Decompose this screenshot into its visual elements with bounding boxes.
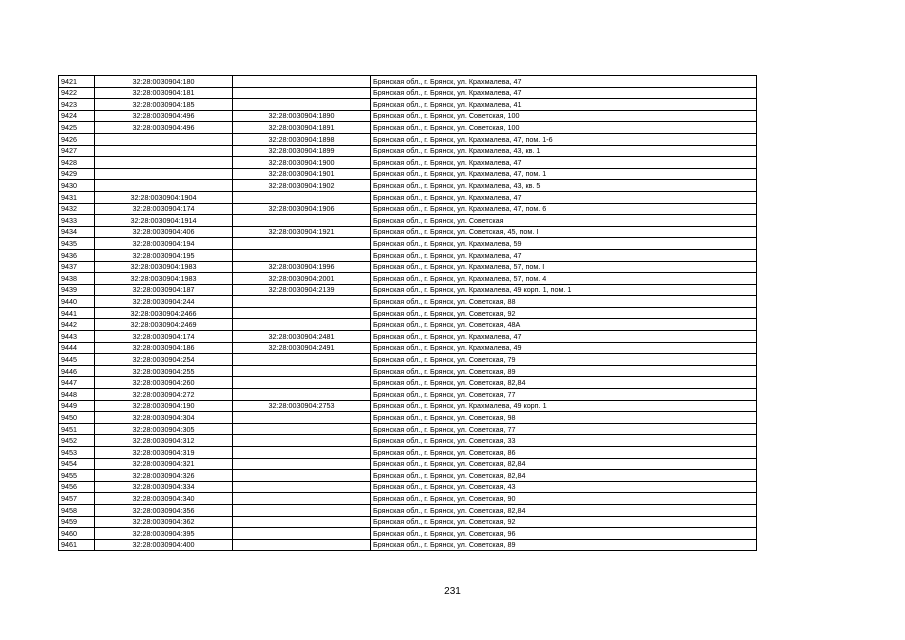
- object-cadastral-number-cell: [233, 238, 371, 250]
- cadastral-number-cell: 32:28:0030904:340: [95, 493, 233, 505]
- row-number-cell: 9434: [59, 226, 95, 238]
- cadastral-number-cell: 32:28:0030904:395: [95, 528, 233, 540]
- address-cell: Брянская обл., г. Брянск, ул. Советская, 89: [371, 539, 757, 551]
- object-cadastral-number-cell: 32:28:0030904:2139: [233, 284, 371, 296]
- object-cadastral-number-cell: [233, 493, 371, 505]
- cadastral-number-cell: [95, 145, 233, 157]
- object-cadastral-number-cell: 32:28:0030904:1902: [233, 180, 371, 192]
- table-row: [59, 504, 757, 516]
- address-cell: Брянская обл., г. Брянск, ул. Советская, 88: [371, 296, 757, 308]
- cadastral-number-cell: 32:28:0030904:174: [95, 203, 233, 215]
- address-cell: Брянская обл., г. Брянск, ул. Крахмалева, 47: [371, 249, 757, 261]
- object-cadastral-number-cell: 32:28:0030904:2481: [233, 331, 371, 343]
- table-row: [59, 168, 757, 180]
- row-number-cell: 9446: [59, 365, 95, 377]
- row-number-cell: 9426: [59, 133, 95, 145]
- row-number-cell: 9451: [59, 423, 95, 435]
- address-cell: Брянская обл., г. Брянск, ул. Советская, 82,84: [371, 504, 757, 516]
- cadastral-number-cell: 32:28:0030904:194: [95, 238, 233, 250]
- address-cell: Брянская обл., г. Брянск, ул. Крахмалева, 47: [371, 76, 757, 88]
- address-cell: Брянская обл., г. Брянск, ул. Крахмалева, 47: [371, 191, 757, 203]
- address-cell: Брянская обл., г. Брянск, ул. Крахмалева, 41: [371, 99, 757, 111]
- address-cell: Брянская обл., г. Брянск, ул. Советская, 90: [371, 493, 757, 505]
- address-cell: Брянская обл., г. Брянск, ул. Советская, 45, пом. I: [371, 226, 757, 238]
- table-row: [59, 354, 757, 366]
- table-row: [59, 122, 757, 134]
- table-row: [59, 273, 757, 285]
- row-number-cell: 9448: [59, 389, 95, 401]
- row-number-cell: 9425: [59, 122, 95, 134]
- address-cell: Брянская обл., г. Брянск, ул. Советская, 77: [371, 423, 757, 435]
- cadastral-number-cell: 32:28:0030904:255: [95, 365, 233, 377]
- object-cadastral-number-cell: [233, 249, 371, 261]
- row-number-cell: 9457: [59, 493, 95, 505]
- object-cadastral-number-cell: [233, 76, 371, 88]
- row-number-cell: 9439: [59, 284, 95, 296]
- cadastral-number-cell: [95, 180, 233, 192]
- cadastral-number-cell: 32:28:0030904:305: [95, 423, 233, 435]
- object-cadastral-number-cell: [233, 539, 371, 551]
- cadastral-number-cell: 32:28:0030904:1983: [95, 273, 233, 285]
- address-cell: Брянская обл., г. Брянск, ул. Крахмалева, 47: [371, 87, 757, 99]
- cadastral-number-cell: 32:28:0030904:195: [95, 249, 233, 261]
- table-row: [59, 296, 757, 308]
- address-cell: Брянская обл., г. Брянск, ул. Советская, 82,84: [371, 470, 757, 482]
- table-row: [59, 435, 757, 447]
- address-cell: Брянская обл., г. Брянск, ул. Советская, 77: [371, 389, 757, 401]
- cadastral-number-cell: [95, 133, 233, 145]
- object-cadastral-number-cell: [233, 389, 371, 401]
- cadastral-number-cell: 32:28:0030904:254: [95, 354, 233, 366]
- row-number-cell: 9430: [59, 180, 95, 192]
- row-number-cell: 9440: [59, 296, 95, 308]
- address-cell: Брянская обл., г. Брянск, ул. Крахмалева, 47, пом. 1-6: [371, 133, 757, 145]
- cadastral-number-cell: 32:28:0030904:244: [95, 296, 233, 308]
- table-row: [59, 331, 757, 343]
- table-row: [59, 215, 757, 227]
- object-cadastral-number-cell: [233, 296, 371, 308]
- table-row: [59, 110, 757, 122]
- address-cell: Брянская обл., г. Брянск, ул. Советская, 89: [371, 365, 757, 377]
- table-row: [59, 377, 757, 389]
- row-number-cell: 9442: [59, 319, 95, 331]
- cadastral-number-cell: 32:28:0030904:321: [95, 458, 233, 470]
- cadastral-number-cell: 32:28:0030904:406: [95, 226, 233, 238]
- table-row: [59, 180, 757, 192]
- row-number-cell: 9456: [59, 481, 95, 493]
- row-number-cell: 9423: [59, 99, 95, 111]
- table-row: [59, 76, 757, 88]
- address-cell: Брянская обл., г. Брянск, ул. Советская, 82,84: [371, 377, 757, 389]
- cadastral-number-cell: 32:28:0030904:1914: [95, 215, 233, 227]
- cadastral-number-cell: 32:28:0030904:186: [95, 342, 233, 354]
- address-cell: Брянская обл., г. Брянск, ул. Советская, 43: [371, 481, 757, 493]
- row-number-cell: 9421: [59, 76, 95, 88]
- object-cadastral-number-cell: [233, 319, 371, 331]
- row-number-cell: 9450: [59, 412, 95, 424]
- object-cadastral-number-cell: 32:28:0030904:1890: [233, 110, 371, 122]
- cadastral-number-cell: 32:28:0030904:190: [95, 400, 233, 412]
- table-row: [59, 481, 757, 493]
- row-number-cell: 9422: [59, 87, 95, 99]
- address-cell: Брянская обл., г. Брянск, ул. Крахмалева, 57, пом. I: [371, 261, 757, 273]
- table-row: [59, 226, 757, 238]
- row-number-cell: 9433: [59, 215, 95, 227]
- cadastral-number-cell: 32:28:0030904:174: [95, 331, 233, 343]
- row-number-cell: 9429: [59, 168, 95, 180]
- object-cadastral-number-cell: [233, 528, 371, 540]
- page-number: 231: [444, 586, 461, 597]
- object-cadastral-number-cell: [233, 447, 371, 459]
- address-cell: Брянская обл., г. Брянск, ул. Советская, 100: [371, 122, 757, 134]
- object-cadastral-number-cell: [233, 307, 371, 319]
- object-cadastral-number-cell: [233, 87, 371, 99]
- address-cell: Брянская обл., г. Брянск, ул. Крахмалева, 57, пом. 4: [371, 273, 757, 285]
- table-row: [59, 447, 757, 459]
- registry-table: [58, 75, 757, 551]
- address-cell: Брянская обл., г. Брянск, ул. Советская, 33: [371, 435, 757, 447]
- table-row: [59, 539, 757, 551]
- address-cell: Брянская обл., г. Брянск, ул. Крахмалева, 43, кв. 1: [371, 145, 757, 157]
- row-number-cell: 9459: [59, 516, 95, 528]
- row-number-cell: 9458: [59, 504, 95, 516]
- row-number-cell: 9449: [59, 400, 95, 412]
- cadastral-number-cell: 32:28:0030904:2469: [95, 319, 233, 331]
- table-row: [59, 238, 757, 250]
- cadastral-number-cell: 32:28:0030904:272: [95, 389, 233, 401]
- row-number-cell: 9443: [59, 331, 95, 343]
- cadastral-number-cell: 32:28:0030904:185: [95, 99, 233, 111]
- table-row: [59, 342, 757, 354]
- cadastral-number-cell: 32:28:0030904:496: [95, 122, 233, 134]
- row-number-cell: 9436: [59, 249, 95, 261]
- table-row: [59, 412, 757, 424]
- table-row: [59, 493, 757, 505]
- object-cadastral-number-cell: [233, 516, 371, 528]
- cadastral-number-cell: 32:28:0030904:319: [95, 447, 233, 459]
- row-number-cell: 9453: [59, 447, 95, 459]
- table-row: [59, 203, 757, 215]
- row-number-cell: 9444: [59, 342, 95, 354]
- object-cadastral-number-cell: [233, 412, 371, 424]
- address-cell: Брянская обл., г. Брянск, ул. Советская, 92: [371, 516, 757, 528]
- table-row: [59, 319, 757, 331]
- row-number-cell: 9435: [59, 238, 95, 250]
- cadastral-number-cell: 32:28:0030904:326: [95, 470, 233, 482]
- cadastral-number-cell: 32:28:0030904:304: [95, 412, 233, 424]
- object-cadastral-number-cell: [233, 423, 371, 435]
- table-row: [59, 157, 757, 169]
- object-cadastral-number-cell: [233, 191, 371, 203]
- object-cadastral-number-cell: 32:28:0030904:2001: [233, 273, 371, 285]
- table-row: [59, 423, 757, 435]
- table-row: [59, 389, 757, 401]
- row-number-cell: 9437: [59, 261, 95, 273]
- address-cell: Брянская обл., г. Брянск, ул. Советская, 48А: [371, 319, 757, 331]
- object-cadastral-number-cell: 32:28:0030904:1891: [233, 122, 371, 134]
- cadastral-number-cell: 32:28:0030904:187: [95, 284, 233, 296]
- address-cell: Брянская обл., г. Брянск, ул. Крахмалева, 47: [371, 331, 757, 343]
- cadastral-number-cell: 32:28:0030904:1904: [95, 191, 233, 203]
- row-number-cell: 9461: [59, 539, 95, 551]
- object-cadastral-number-cell: [233, 365, 371, 377]
- object-cadastral-number-cell: 32:28:0030904:1906: [233, 203, 371, 215]
- table-row: [59, 458, 757, 470]
- address-cell: Брянская обл., г. Брянск, ул. Крахмалева, 59: [371, 238, 757, 250]
- address-cell: Брянская обл., г. Брянск, ул. Крахмалева, 47, пом. 1: [371, 168, 757, 180]
- address-cell: Брянская обл., г. Брянск, ул. Крахмалева, 49 корп. 1: [371, 400, 757, 412]
- object-cadastral-number-cell: [233, 504, 371, 516]
- cadastral-number-cell: [95, 157, 233, 169]
- cadastral-number-cell: 32:28:0030904:496: [95, 110, 233, 122]
- row-number-cell: 9438: [59, 273, 95, 285]
- table-row: [59, 191, 757, 203]
- address-cell: Брянская обл., г. Брянск, ул. Советская, 100: [371, 110, 757, 122]
- address-cell: Брянская обл., г. Брянск, ул. Советская, 92: [371, 307, 757, 319]
- table-row: [59, 261, 757, 273]
- row-number-cell: 9428: [59, 157, 95, 169]
- address-cell: Брянская обл., г. Брянск, ул. Советская, 82,84: [371, 458, 757, 470]
- table-row: [59, 470, 757, 482]
- cadastral-number-cell: 32:28:0030904:334: [95, 481, 233, 493]
- object-cadastral-number-cell: [233, 377, 371, 389]
- address-cell: Брянская обл., г. Брянск, ул. Крахмалева, 47, пом. 6: [371, 203, 757, 215]
- cadastral-number-cell: [95, 168, 233, 180]
- table-row: [59, 365, 757, 377]
- address-cell: Брянская обл., г. Брянск, ул. Крахмалева, 43, кв. 5: [371, 180, 757, 192]
- table-row: [59, 516, 757, 528]
- object-cadastral-number-cell: 32:28:0030904:2753: [233, 400, 371, 412]
- row-number-cell: 9441: [59, 307, 95, 319]
- address-cell: Брянская обл., г. Брянск, ул. Крахмалева, 49 корп. 1, пом. 1: [371, 284, 757, 296]
- object-cadastral-number-cell: 32:28:0030904:1898: [233, 133, 371, 145]
- object-cadastral-number-cell: 32:28:0030904:2491: [233, 342, 371, 354]
- row-number-cell: 9454: [59, 458, 95, 470]
- address-cell: Брянская обл., г. Брянск, ул. Советская, 79: [371, 354, 757, 366]
- cadastral-number-cell: 32:28:0030904:362: [95, 516, 233, 528]
- table-row: [59, 99, 757, 111]
- object-cadastral-number-cell: [233, 354, 371, 366]
- cadastral-number-cell: 32:28:0030904:2466: [95, 307, 233, 319]
- object-cadastral-number-cell: [233, 470, 371, 482]
- row-number-cell: 9460: [59, 528, 95, 540]
- address-cell: Брянская обл., г. Брянск, ул. Крахмалева, 47: [371, 157, 757, 169]
- object-cadastral-number-cell: [233, 215, 371, 227]
- row-number-cell: 9427: [59, 145, 95, 157]
- cadastral-number-cell: 32:28:0030904:1983: [95, 261, 233, 273]
- registry-table-body: [59, 76, 757, 551]
- table-row: [59, 400, 757, 412]
- row-number-cell: 9432: [59, 203, 95, 215]
- cadastral-number-cell: 32:28:0030904:400: [95, 539, 233, 551]
- object-cadastral-number-cell: 32:28:0030904:1921: [233, 226, 371, 238]
- address-cell: Брянская обл., г. Брянск, ул. Советская, 86: [371, 447, 757, 459]
- object-cadastral-number-cell: 32:28:0030904:1899: [233, 145, 371, 157]
- row-number-cell: 9452: [59, 435, 95, 447]
- address-cell: Брянская обл., г. Брянск, ул. Советская: [371, 215, 757, 227]
- object-cadastral-number-cell: [233, 99, 371, 111]
- object-cadastral-number-cell: [233, 435, 371, 447]
- table-row: [59, 307, 757, 319]
- object-cadastral-number-cell: 32:28:0030904:1996: [233, 261, 371, 273]
- row-number-cell: 9431: [59, 191, 95, 203]
- cadastral-number-cell: 32:28:0030904:260: [95, 377, 233, 389]
- table-row: [59, 87, 757, 99]
- cadastral-number-cell: 32:28:0030904:312: [95, 435, 233, 447]
- row-number-cell: 9424: [59, 110, 95, 122]
- row-number-cell: 9447: [59, 377, 95, 389]
- row-number-cell: 9445: [59, 354, 95, 366]
- table-row: [59, 133, 757, 145]
- address-cell: Брянская обл., г. Брянск, ул. Советская, 96: [371, 528, 757, 540]
- table-row: [59, 249, 757, 261]
- cadastral-number-cell: 32:28:0030904:356: [95, 504, 233, 516]
- cadastral-number-cell: 32:28:0030904:181: [95, 87, 233, 99]
- table-row: [59, 145, 757, 157]
- row-number-cell: 9455: [59, 470, 95, 482]
- object-cadastral-number-cell: [233, 481, 371, 493]
- object-cadastral-number-cell: 32:28:0030904:1900: [233, 157, 371, 169]
- address-cell: Брянская обл., г. Брянск, ул. Крахмалева, 49: [371, 342, 757, 354]
- object-cadastral-number-cell: 32:28:0030904:1901: [233, 168, 371, 180]
- address-cell: Брянская обл., г. Брянск, ул. Советская, 98: [371, 412, 757, 424]
- table-row: [59, 528, 757, 540]
- cadastral-number-cell: 32:28:0030904:180: [95, 76, 233, 88]
- table-row: [59, 284, 757, 296]
- object-cadastral-number-cell: [233, 458, 371, 470]
